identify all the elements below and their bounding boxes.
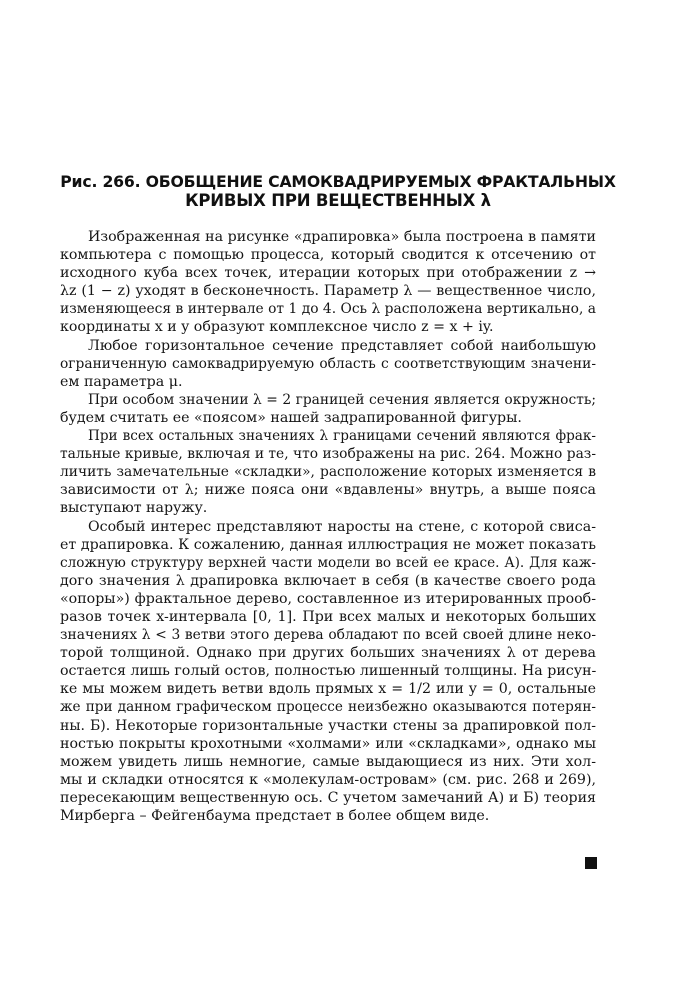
text-line: λz (1 − z) уходят в бесконечность. Параметр λ — вещественное число, [60, 283, 596, 300]
text-line: ке мы можем видеть ветви вдоль прямых x = 1/2 или y = 0, остальные [60, 681, 596, 698]
paragraph-5 [60, 518, 596, 826]
text-line: разов точек x-интервала [0, 1]. При всех малых и некоторых больших [60, 608, 596, 625]
text-line: Особый интерес представляют наросты на стене, с которой свиса- [88, 518, 596, 535]
text-line: можем увидеть лишь немногие, самые выдающиеся из них. Эти хол- [60, 753, 596, 770]
paragraph-3 [60, 391, 596, 427]
text-line: ем параметра μ. [60, 373, 183, 390]
text-line: мы и складки относятся к «молекулам-островам» (см. рис. 268 и 269), [60, 771, 596, 788]
text-line: ет драпировка. К сожалению, данная иллюстрация не может показать [60, 536, 596, 553]
text-line: тальные кривые, включая и те, что изображены на рис. 264. Можно раз- [60, 446, 596, 463]
text-line: дого значения λ драпировка включает в себя (в качестве своего рода [60, 572, 596, 589]
text-line: Изображенная на рисунке «драпировка» была построена в памяти [88, 229, 596, 245]
text-line: же при данном графическом процессе неизбежно оказываются потерян- [60, 699, 596, 716]
text-line: При особом значении λ = 2 границей сечения является окружность; [88, 391, 596, 408]
text-line: личить замечательные «складки», расположение которых изменяется в [60, 464, 596, 481]
text-line: значениях λ < 3 ветви этого дерева обладают по всей своей длине неко- [60, 627, 596, 644]
text-line: торой толщиной. Однако при других больших значениях λ от дерева [60, 645, 596, 662]
text-line: координаты x и y образуют комплексное число z = x + iy. [60, 319, 494, 336]
figure-caption [58, 172, 618, 210]
caption-line-1: Рис. 266. ОБОБЩЕНИЕ САМОКВАДРИРУЕМЫХ ФРАКТАЛЬНЫХ [60, 172, 616, 191]
text-line: зависимости от λ; ниже пояса они «вдавлены» внутрь, а выше пояса [60, 482, 596, 499]
text-line: пересекающим вещественную ось. С учетом замечаний А) и Б) теория [60, 789, 596, 806]
text-line: ны. Б). Некоторые горизонтальные участки стены за драпировкой пол- [60, 717, 596, 734]
text-line: ностью покрыты крохотными «холмами» или «складками», однако мы [60, 735, 596, 752]
paragraph-1 [60, 228, 596, 337]
text-line: При всех остальных значениях λ границами сечений являются фрак- [88, 428, 596, 445]
text-line: изменяющееся в интервале от 1 до 4. Ось λ расположена вертикально, а [60, 301, 596, 318]
paragraph-4 [60, 427, 596, 517]
paragraph-2 [60, 337, 596, 391]
text-line: Любое горизонтальное сечение представляет собой наибольшую [88, 337, 596, 354]
text-line: «опоры») фрактальное дерево, составленное из итерированных прооб- [60, 590, 596, 607]
end-of-section-mark [585, 857, 597, 869]
body-text [60, 228, 596, 825]
text-line: остается лишь голый остов, полностью лишенный толщины. На рисун- [60, 663, 597, 680]
text-line: сложную структуру верхней части модели во всей ее красе. А). Для каж- [60, 554, 596, 571]
text-line: компьютера с помощью процесса, который сводится к отсечению от [60, 247, 596, 264]
text-line: Мирберга – Фейгенбаума предстает в более общем виде. [60, 808, 490, 824]
text-line: исходного куба всех точек, итерации которых при отображении z → [60, 265, 596, 282]
caption-line-2: КРИВЫХ ПРИ ВЕЩЕСТВЕННЫХ λ [185, 191, 491, 210]
text-line: ограниченную самоквадрируемую область с соответствующим значени- [60, 355, 596, 372]
text-line: выступают наружу. [60, 500, 208, 517]
text-line: будем считать ее «поясом» нашей задрапированной фигуры. [60, 409, 522, 426]
